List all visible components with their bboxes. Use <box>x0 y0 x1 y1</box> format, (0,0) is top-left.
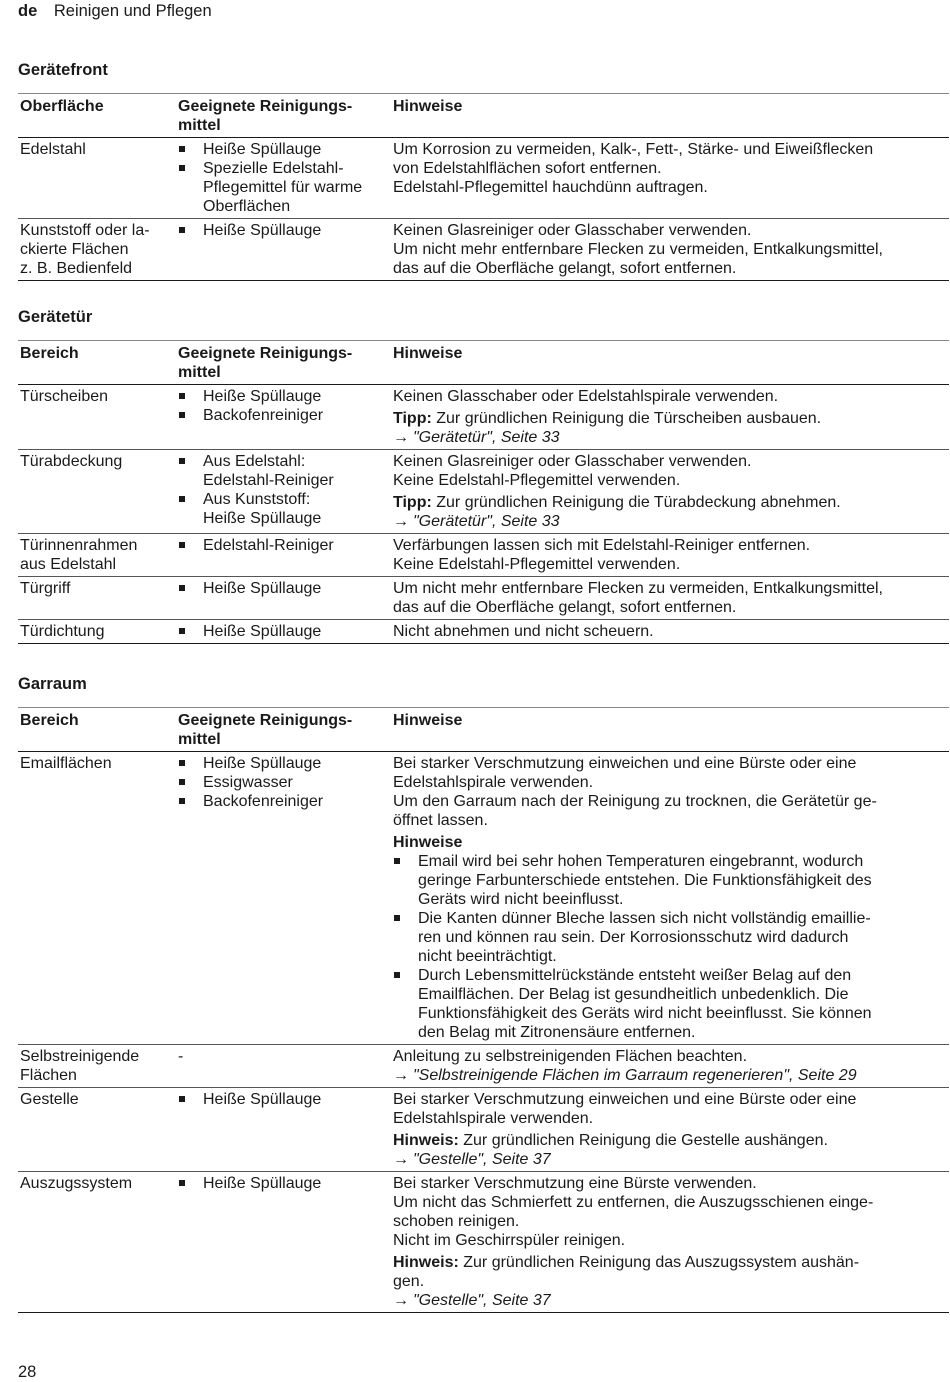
agent-list <box>178 1174 389 1193</box>
agent-item: Aus Edelstahl: Edelstahl-Reiniger <box>178 452 389 490</box>
column-header: Bereich <box>18 708 176 752</box>
agent-item: Heiße Spüllauge <box>178 140 389 159</box>
notes-cell <box>391 385 949 450</box>
agent-item: Heiße Spüllauge <box>178 622 389 641</box>
table-header-row <box>18 341 949 385</box>
agent-cell <box>176 577 391 620</box>
notes-cell <box>391 620 949 644</box>
agent-cell <box>176 1045 391 1088</box>
agent-list <box>178 452 389 528</box>
area-name: Emailflächen <box>20 755 112 772</box>
area-cell <box>18 1172 176 1313</box>
notes-cell <box>391 577 949 620</box>
area-cell <box>18 534 176 577</box>
agent-item: Edelstahl-Reiniger <box>178 536 389 555</box>
page-number: 28 <box>18 1363 37 1381</box>
notes-cell <box>391 138 949 219</box>
notes-cell <box>391 1172 949 1313</box>
table-row <box>18 1172 949 1313</box>
area-cell <box>18 620 176 644</box>
tip-text: Zur gründlichen Reinigung das Auszugssystem aushän- gen. <box>393 1254 860 1290</box>
tip <box>393 1131 947 1150</box>
note-text: Bei starker Verschmutzung eine Bürste verwenden. Um nicht das Schmierfett zu entfernen, die Auszugsschienen einge- schoben reinigen. Nicht im Geschirrspüler reinigen. <box>393 1175 874 1249</box>
table-row <box>18 450 949 534</box>
table-header-row <box>18 94 949 138</box>
notes-subheading: Hinweise <box>393 834 463 851</box>
notes-cell <box>391 534 949 577</box>
cleaning-table-cavity <box>18 707 949 1313</box>
note-text: Bei starker Verschmutzung einweichen und eine Bürste oder eine Edelstahlspirale verwenden. Um den Garraum nach der Reinigung zu trocknen, die Gerätetür ge- öffnet lassen. <box>393 755 877 829</box>
area-cell <box>18 138 176 219</box>
area-name: Türgriff <box>20 580 71 597</box>
language-code: de <box>18 2 38 20</box>
notes-cell <box>391 752 949 1045</box>
note-bullet: Email wird bei sehr hohen Temperaturen eingebrannt, wodurch geringe Farbunterschiede entstehen. Die Funktionsfähigkeit des Geräts wird nicht beeinflusst. <box>393 852 947 909</box>
agent-list <box>178 536 389 555</box>
note-text: Keinen Glasreiniger oder Glasschaber verwenden. Um nicht mehr entfernbare Flecken zu vermeiden, Entkalkungsmittel, das auf die Oberfläche gelangt, sofort entfernen. <box>393 222 883 277</box>
area-name: Türinnenrahmen aus Edelstahl <box>20 537 138 573</box>
agent-cell <box>176 138 391 219</box>
agent-item: Backofenreiniger <box>178 792 389 811</box>
agent-item: Heiße Spüllauge <box>178 221 389 240</box>
arrow-right-icon: → <box>393 513 409 530</box>
agent-cell <box>176 450 391 534</box>
arrow-right-icon: → <box>393 1151 409 1168</box>
agent-item: Heiße Spüllauge <box>178 754 389 773</box>
table-row <box>18 385 949 450</box>
column-header: Oberfläche <box>18 94 176 138</box>
agent-list <box>178 221 389 240</box>
section-title-cavity: Garraum <box>18 675 87 693</box>
cross-reference-text: "Gerätetür", Seite 33 <box>413 429 560 446</box>
agent-item: Heiße Spüllauge <box>178 1174 389 1193</box>
cross-reference-text: "Gestelle", Seite 37 <box>413 1151 551 1168</box>
table-row <box>18 752 949 1045</box>
agent-cell <box>176 534 391 577</box>
tip-label: Tipp: <box>393 494 432 511</box>
note-text: Keinen Glasreiniger oder Glasschaber verwenden. Keine Edelstahl-Pflegemittel verwenden. <box>393 453 752 489</box>
area-name: Gestelle <box>20 1091 79 1108</box>
table-row <box>18 1045 949 1088</box>
cleaning-table-front <box>18 93 949 281</box>
agent-list <box>178 579 389 598</box>
column-header: Geeignete Reinigungs- mittel <box>176 94 391 138</box>
notes-cell <box>391 1045 949 1088</box>
note-bullet: Die Kanten dünner Bleche lassen sich nicht vollständig emaillie- ren und können rau sein. Der Korrosionsschutz wird dadurch nicht beeinträchtigt. <box>393 909 947 966</box>
agent-item: Heiße Spüllauge <box>178 1090 389 1109</box>
cross-reference-text: "Gestelle", Seite 37 <box>413 1292 551 1309</box>
note-text: Keinen Glasschaber oder Edelstahlspirale verwenden. <box>393 388 779 405</box>
column-header: Bereich <box>18 341 176 385</box>
column-header: Hinweise <box>391 94 949 138</box>
tip-label: Tipp: <box>393 410 432 427</box>
area-cell <box>18 219 176 281</box>
agent-list <box>178 1090 389 1109</box>
area-cell <box>18 385 176 450</box>
area-cell <box>18 752 176 1045</box>
table-row <box>18 620 949 644</box>
cross-reference[interactable] <box>393 512 947 531</box>
agent-list <box>178 387 389 425</box>
note-bullet: Durch Lebensmittelrückstände entsteht weißer Belag auf den Emailflächen. Der Belag ist gesundheitlich unbedenklich. Die Funktionsfähigkeit des Geräts wird nicht beeinflusst. Sie können den Belag mit Zitronensäure entfernen. <box>393 966 947 1042</box>
area-name: Edelstahl <box>20 141 86 158</box>
cross-reference[interactable] <box>393 1291 947 1310</box>
cross-reference-text: "Selbstreinigende Flächen im Garraum regenerieren", Seite 29 <box>413 1067 857 1084</box>
tip-label: Hinweis: <box>393 1132 459 1149</box>
column-header: Hinweise <box>391 708 949 752</box>
area-name: Auszugssystem <box>20 1175 133 1192</box>
table-row <box>18 219 949 281</box>
agent-item: Aus Kunststoff: Heiße Spüllauge <box>178 490 389 528</box>
agent-item: Backofenreiniger <box>178 406 389 425</box>
agent-cell <box>176 385 391 450</box>
note-text: Um nicht mehr entfernbare Flecken zu vermeiden, Entkalkungsmittel, das auf die Oberfläche gelangt, sofort entfernen. <box>393 580 883 616</box>
agent-cell <box>176 620 391 644</box>
area-name: Türdichtung <box>20 623 105 640</box>
agent-cell <box>176 1088 391 1172</box>
area-name: Kunststoff oder la- ckierte Flächen z. B. Bedienfeld <box>20 222 150 277</box>
tip <box>393 1253 947 1291</box>
tip-label: Hinweis: <box>393 1254 459 1271</box>
note-bullet-list <box>393 852 947 1042</box>
cross-reference[interactable] <box>393 428 947 447</box>
note-text: Anleitung zu selbstreinigenden Flächen beachten. <box>393 1048 748 1065</box>
chapter-title: Reinigen und Pflegen <box>53 2 212 20</box>
agent-item: Heiße Spüllauge <box>178 387 389 406</box>
tip-text: Zur gründlichen Reinigung die Türabdeckung abnehmen. <box>431 494 841 511</box>
area-cell <box>18 577 176 620</box>
table-row <box>18 534 949 577</box>
agent-list <box>178 140 389 216</box>
note-text: Um Korrosion zu vermeiden, Kalk-, Fett-, Stärke- und Eiweißflecken von Edelstahlflächen sofort entfernen. Edelstahl-Pflegemittel hauchdünn auftragen. <box>393 141 874 196</box>
table-row <box>18 577 949 620</box>
arrow-right-icon: → <box>393 429 409 446</box>
arrow-right-icon: → <box>393 1292 409 1309</box>
tip-text: Zur gründlichen Reinigung die Türscheiben ausbauen. <box>431 410 822 427</box>
tip-text: Zur gründlichen Reinigung die Gestelle aushängen. <box>458 1132 828 1149</box>
table-row <box>18 1088 949 1172</box>
note-text: Nicht abnehmen und nicht scheuern. <box>393 623 654 640</box>
area-cell <box>18 1045 176 1088</box>
agent-list <box>178 622 389 641</box>
agent-item: Heiße Spüllauge <box>178 579 389 598</box>
cleaning-table-door <box>18 340 949 644</box>
notes-cell <box>391 1088 949 1172</box>
table-header-row <box>18 708 949 752</box>
cross-reference[interactable] <box>393 1066 947 1085</box>
area-cell <box>18 450 176 534</box>
column-header: Geeignete Reinigungs- mittel <box>176 341 391 385</box>
area-name: Türabdeckung <box>20 453 123 470</box>
tip <box>393 493 947 512</box>
area-name: Selbstreinigende Flächen <box>20 1048 140 1084</box>
arrow-right-icon: → <box>393 1067 409 1084</box>
notes-cell <box>391 219 949 281</box>
agent-item: Essigwasser <box>178 773 389 792</box>
column-header: Hinweise <box>391 341 949 385</box>
agent-cell <box>176 752 391 1045</box>
area-cell <box>18 1088 176 1172</box>
cross-reference-text: "Gerätetür", Seite 33 <box>413 513 560 530</box>
agent-item: Spezielle Edelstahl- Pflegemittel für warme Oberflächen <box>178 159 389 216</box>
table-row <box>18 138 949 219</box>
notes-cell <box>391 450 949 534</box>
agent-cell <box>176 1172 391 1313</box>
area-name: Türscheiben <box>20 388 109 405</box>
agent-cell <box>176 219 391 281</box>
cross-reference[interactable] <box>393 1150 947 1169</box>
section-title-door: Gerätetür <box>18 308 93 326</box>
page-header <box>18 2 212 21</box>
column-header: Geeignete Reinigungs- mittel <box>176 708 391 752</box>
agent-none: - <box>178 1048 184 1065</box>
tip <box>393 409 947 428</box>
agent-list <box>178 754 389 811</box>
note-text: Verfärbungen lassen sich mit Edelstahl-Reiniger entfernen. Keine Edelstahl-Pflegemittel verwenden. <box>393 537 811 573</box>
note-text: Bei starker Verschmutzung einweichen und eine Bürste oder eine Edelstahlspirale verwenden. <box>393 1091 857 1127</box>
section-title-front: Gerätefront <box>18 61 108 79</box>
